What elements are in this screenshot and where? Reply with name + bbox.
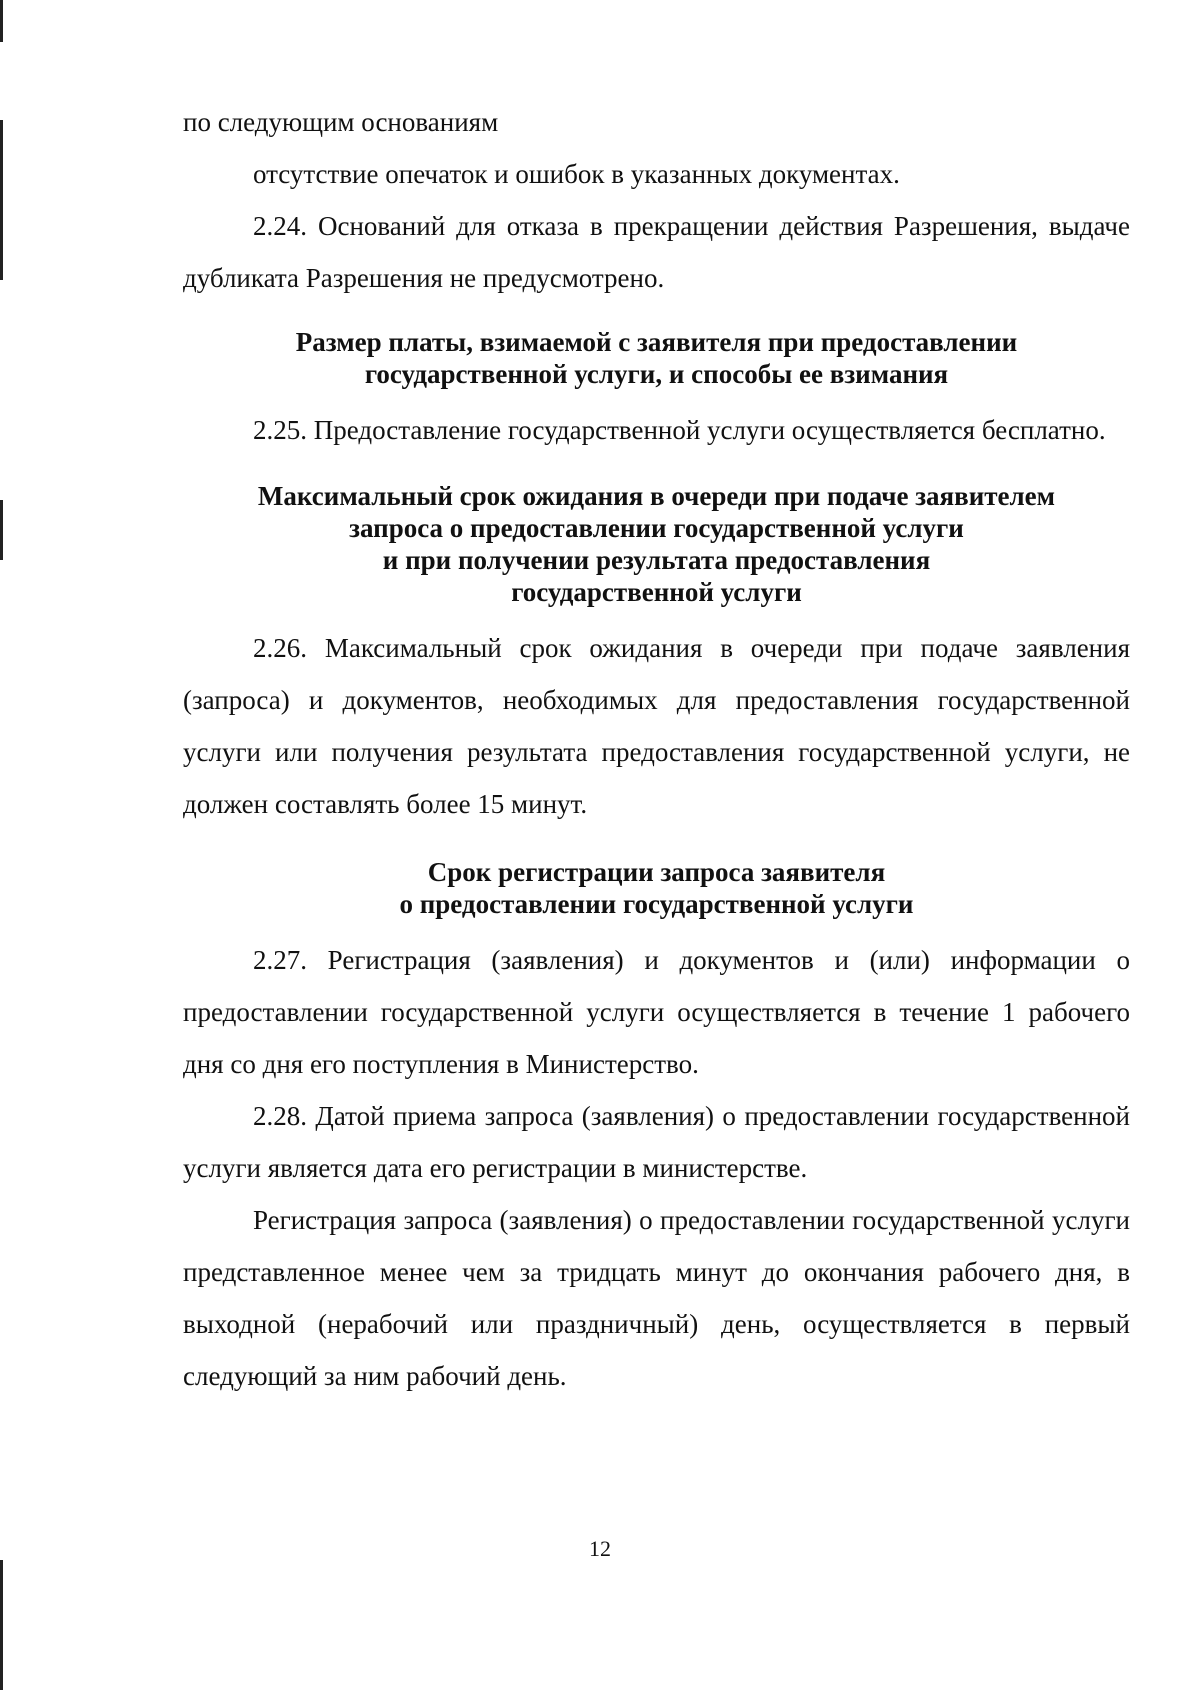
heading-line: государственной услуги, и способы ее взимания bbox=[364, 359, 949, 389]
heading-line: запроса о предоставлении государственной услуги bbox=[349, 513, 964, 543]
section-heading-fee bbox=[183, 326, 1130, 390]
paragraph-registration-note: Регистрация запроса (заявления) о предоставлении государственной услуги представленное менее чем за тридцать минут до окончания рабочего дня, в выходной (нерабочий или праздничный) день, осуществляется в первый следующий за ним рабочий день. bbox=[183, 1205, 1130, 1391]
heading-line: и при получении результата предоставления bbox=[382, 545, 931, 575]
scan-margin-mark bbox=[0, 120, 3, 280]
heading-line: о предоставлении государственной услуги bbox=[399, 889, 914, 919]
scan-margin-mark bbox=[0, 0, 3, 42]
section-heading-registration bbox=[183, 856, 1130, 920]
heading-line: Срок регистрации запроса заявителя bbox=[427, 857, 886, 887]
heading-line: Максимальный срок ожидания в очереди при подаче заявителем bbox=[257, 481, 1056, 511]
paragraph-intro: отсутствие опечаток и ошибок в указанных документах. bbox=[253, 159, 900, 189]
paragraph-2-24: 2.24. Оснований для отказа в прекращении действия Разрешения, выдаче дубликата Разрешения не предусмотрено. bbox=[183, 211, 1130, 293]
page-number: 12 bbox=[589, 1536, 611, 1561]
document-page bbox=[183, 96, 1130, 1402]
scan-margin-mark bbox=[0, 500, 3, 560]
paragraph-intro: по следующим основаниям bbox=[183, 107, 499, 137]
heading-line: Размер платы, взимаемой с заявителя при предоставлении bbox=[295, 327, 1018, 357]
paragraph-2-28: 2.28. Датой приема запроса (заявления) о предоставлении государственной услуги является дата его регистрации в министерстве. bbox=[183, 1101, 1130, 1183]
paragraph-2-27: 2.27. Регистрация (заявления) и документов и (или) информации о предоставлении государственной услуги осуществляется в течение 1 рабочего дня со дня его поступления в Министерство. bbox=[183, 945, 1130, 1079]
paragraph-2-26: 2.26. Максимальный срок ожидания в очереди при подаче заявления (запроса) и документов, необходимых для предоставления государственной услуги или получения результата предоставления государственной услуги, не должен составлять более 15 минут. bbox=[183, 633, 1130, 819]
section-heading-queue bbox=[183, 480, 1130, 608]
heading-line: государственной услуги bbox=[511, 577, 802, 607]
scan-margin-mark bbox=[0, 1560, 3, 1690]
paragraph-2-25: 2.25. Предоставление государственной услуги осуществляется бесплатно. bbox=[253, 415, 1106, 445]
